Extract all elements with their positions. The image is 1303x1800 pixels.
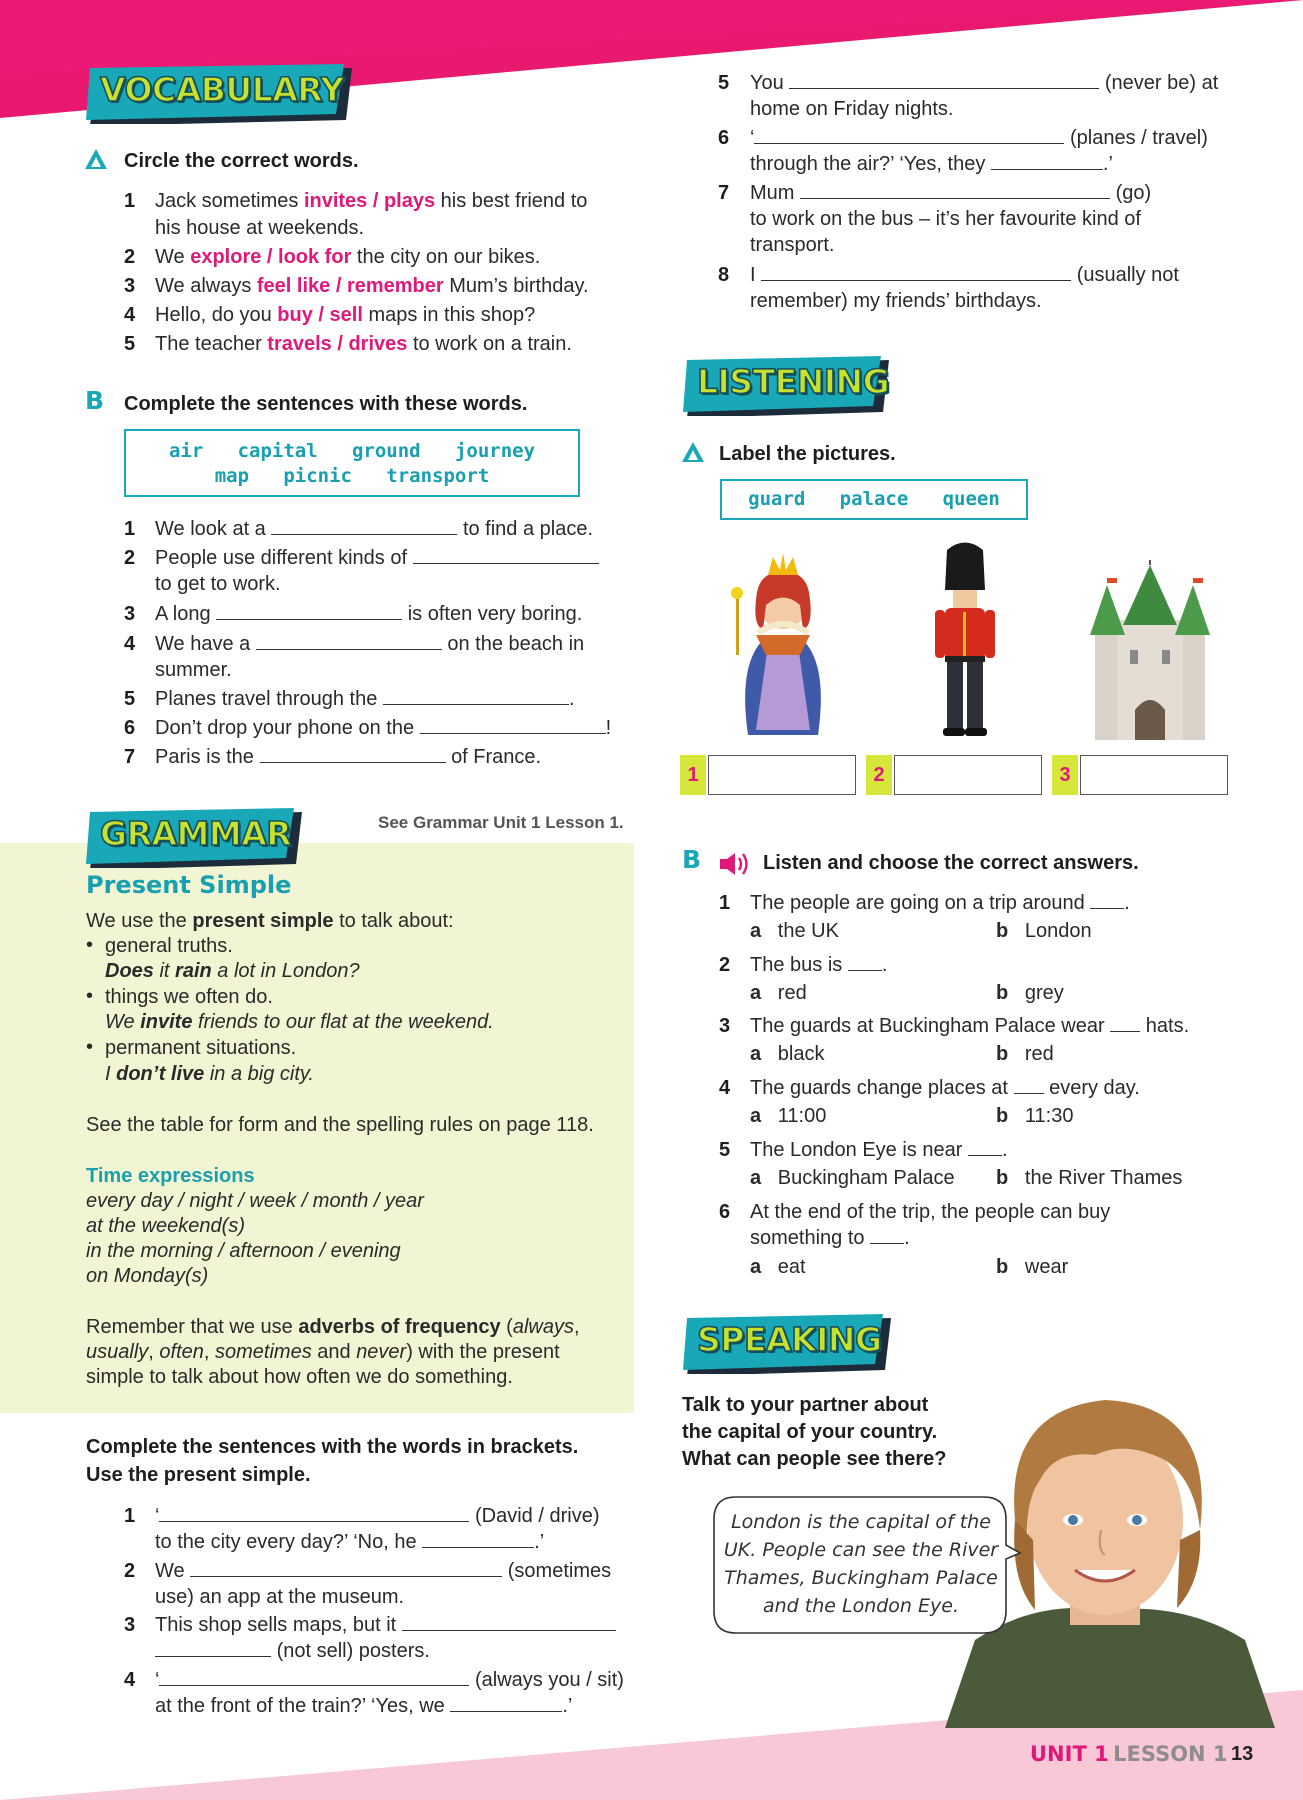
listening-b-letter: B bbox=[682, 845, 702, 874]
picture-answer-box[interactable] bbox=[1080, 755, 1228, 795]
text: .’ bbox=[534, 1531, 545, 1553]
text: a lot in London? bbox=[211, 960, 360, 982]
option-text: Buckingham Palace bbox=[777, 1167, 955, 1189]
vocab-a-num: 4 bbox=[124, 304, 136, 326]
grammar-table-note: See the table for form and the spelling rules on page 118. bbox=[86, 1114, 594, 1136]
text-italic: usually bbox=[86, 1341, 149, 1363]
text: The guards change places at bbox=[750, 1077, 1008, 1099]
g-num: 7 bbox=[718, 182, 730, 204]
vocab-a-text: Mum’s birthday. bbox=[443, 275, 589, 297]
bubble-line: UK. People can see the River bbox=[723, 1539, 999, 1561]
listening-a-instruction: Label the pictures. bbox=[719, 443, 896, 465]
text: in a big city. bbox=[204, 1063, 314, 1085]
vocabulary-banner bbox=[86, 64, 356, 122]
vocab-a-choice[interactable]: explore / look for bbox=[190, 246, 352, 268]
answer-blank[interactable] bbox=[420, 717, 606, 734]
vocab-b-text: We look at a bbox=[155, 518, 266, 540]
l-option-a[interactable] bbox=[750, 980, 807, 1006]
vocab-a-text: his best friend to bbox=[435, 190, 588, 212]
text: , bbox=[573, 1316, 580, 1338]
picture-label-2 bbox=[866, 755, 1044, 795]
text-bold: Does bbox=[105, 960, 154, 982]
text: The guards at Buckingham Palace wear bbox=[750, 1015, 1105, 1037]
picture-number: 3 bbox=[1052, 755, 1078, 795]
vocab-b-letter: B bbox=[85, 386, 105, 415]
option-text: the River Thames bbox=[1024, 1167, 1183, 1189]
g-item-8-l2: remember) my friends’ birthdays. bbox=[750, 290, 1042, 312]
vocab-b-text: Don’t drop your phone on the bbox=[155, 717, 415, 739]
vocab-a-text: maps in this shop? bbox=[362, 304, 536, 326]
footer-unit: UNIT 1 bbox=[1030, 1742, 1109, 1766]
vocab-a-text: We always bbox=[155, 275, 257, 297]
vocab-a-text: the city on our bikes. bbox=[351, 246, 541, 268]
option-text: London bbox=[1024, 920, 1092, 942]
l-option-b[interactable] bbox=[996, 1103, 1073, 1129]
l-question-1 bbox=[750, 890, 1130, 916]
text: at the front of the train?’ ‘Yes, we bbox=[155, 1695, 445, 1717]
word-box-line: air capital ground journey bbox=[168, 440, 536, 462]
option-text: 11:00 bbox=[777, 1105, 827, 1127]
listening-title: LISTENING bbox=[697, 362, 890, 401]
g-item-2 bbox=[155, 1558, 611, 1584]
bullet: • bbox=[86, 934, 94, 956]
vocab-b-item-1 bbox=[155, 516, 593, 542]
footer-lesson: LESSON 1 bbox=[1113, 1742, 1228, 1766]
text: , bbox=[148, 1341, 160, 1363]
l-num: 5 bbox=[719, 1139, 731, 1161]
vocab-b-item-7 bbox=[155, 744, 541, 770]
g-num: 4 bbox=[124, 1669, 136, 1691]
answer-blank bbox=[1110, 1015, 1140, 1032]
l-question-4 bbox=[750, 1075, 1140, 1101]
listening-word-box: guard palace queen bbox=[720, 479, 1028, 520]
vocab-b-item-2-cont: to get to work. bbox=[155, 573, 281, 595]
text: through the air?’ ‘Yes, they bbox=[750, 153, 986, 175]
option-letter: b bbox=[996, 1256, 1009, 1278]
picture-number: 2 bbox=[866, 755, 892, 795]
text: ‘ bbox=[155, 1505, 160, 1527]
time-expression: in the morning / afternoon / evening bbox=[86, 1240, 401, 1262]
vocab-a-item-3 bbox=[155, 273, 589, 299]
text: and bbox=[311, 1341, 357, 1363]
text: The bus is bbox=[750, 954, 843, 976]
vocab-b-instruction: Complete the sentences with these words. bbox=[124, 393, 528, 415]
l-option-a[interactable] bbox=[750, 1041, 825, 1067]
adverbs-line-3: simple to talk about how often we do something. bbox=[86, 1366, 513, 1388]
bullet: • bbox=[86, 1036, 94, 1058]
answer-blank bbox=[968, 1139, 1002, 1156]
g-item-6 bbox=[750, 125, 1208, 151]
vocab-b-text: to find a place. bbox=[462, 518, 594, 540]
picture-label-3 bbox=[1052, 755, 1230, 795]
audio-speaker-icon[interactable] bbox=[718, 850, 754, 878]
vocab-a-text: to work on a train. bbox=[407, 333, 572, 355]
picture-number: 1 bbox=[680, 755, 706, 795]
text: . bbox=[881, 954, 888, 976]
answer-blank bbox=[870, 1227, 904, 1244]
g-num: 8 bbox=[718, 264, 730, 286]
l-option-b[interactable] bbox=[996, 980, 1064, 1006]
answer-blank[interactable] bbox=[991, 153, 1103, 170]
footer-unit-lesson bbox=[1030, 1742, 1228, 1766]
grammar-bullet-2: things we often do. bbox=[105, 986, 273, 1008]
vocab-a-choice[interactable]: invites / plays bbox=[303, 190, 436, 212]
answer-blank[interactable] bbox=[256, 633, 442, 650]
text: ( bbox=[500, 1316, 513, 1338]
vocab-b-text: We have a bbox=[155, 633, 251, 655]
answer-blank[interactable] bbox=[789, 72, 1099, 89]
option-text: red bbox=[1024, 1043, 1054, 1065]
text: ‘ bbox=[750, 127, 755, 149]
l-num: 4 bbox=[719, 1077, 731, 1099]
picture-answer-box[interactable] bbox=[894, 755, 1042, 795]
vocab-a-instruction: Circle the correct words. bbox=[124, 150, 359, 172]
text: friends to our flat at the weekend. bbox=[192, 1011, 494, 1033]
prompt-line: What can people see there? bbox=[682, 1448, 947, 1470]
text: (planes / travel) bbox=[1070, 127, 1208, 149]
g-num: 3 bbox=[124, 1614, 136, 1636]
text: (usually not bbox=[1076, 264, 1179, 286]
vocab-b-word-box bbox=[124, 429, 580, 497]
vocab-b-text: A long bbox=[155, 603, 211, 625]
text: .’ bbox=[562, 1695, 573, 1717]
text: You bbox=[750, 72, 784, 94]
bubble-line: Thames, Buckingham Palace bbox=[724, 1567, 998, 1589]
text: We bbox=[155, 1560, 185, 1582]
prompt-line: the capital of your country. bbox=[682, 1421, 938, 1443]
option-letter: a bbox=[750, 1105, 762, 1127]
vocab-b-item-6 bbox=[155, 715, 611, 741]
vocab-b-text: Paris is the bbox=[155, 746, 254, 768]
vocab-a-choice[interactable]: feel like / remember bbox=[256, 275, 444, 297]
g-item-4-l2 bbox=[155, 1693, 572, 1719]
answer-blank[interactable] bbox=[754, 127, 1064, 144]
text-italic: sometimes bbox=[215, 1341, 312, 1363]
g-item-5-l2: home on Friday nights. bbox=[750, 98, 954, 120]
g-item-7 bbox=[750, 180, 1151, 206]
g-item-3 bbox=[155, 1612, 616, 1638]
answer-blank[interactable] bbox=[800, 182, 1110, 199]
vocab-b-num: 1 bbox=[124, 518, 136, 540]
vocab-b-num: 5 bbox=[124, 688, 136, 710]
l-option-b[interactable] bbox=[996, 1254, 1068, 1280]
triangle-a-icon bbox=[84, 148, 108, 170]
text: . bbox=[1001, 1139, 1008, 1161]
vocab-b-text: People use different kinds of bbox=[155, 547, 408, 569]
option-text: red bbox=[777, 982, 807, 1004]
vocab-a-item-2 bbox=[155, 244, 540, 270]
bullet: • bbox=[86, 985, 94, 1007]
vocab-b-item-5 bbox=[155, 686, 575, 712]
grammar-example-2 bbox=[105, 1010, 494, 1035]
text: ‘ bbox=[155, 1669, 160, 1691]
grammar-heading: Present Simple bbox=[86, 871, 292, 899]
bubble-line: and the London Eye. bbox=[762, 1595, 959, 1617]
listening-b-instruction: Listen and choose the correct answers. bbox=[763, 852, 1139, 874]
vocab-a-item-1 bbox=[155, 188, 587, 214]
text: Remember that we use bbox=[86, 1316, 299, 1338]
l-question-3 bbox=[750, 1013, 1189, 1039]
answer-blank[interactable] bbox=[216, 603, 402, 620]
answer-blank[interactable] bbox=[155, 1640, 271, 1657]
answer-blank[interactable] bbox=[450, 1695, 562, 1712]
l-num: 2 bbox=[719, 954, 731, 976]
l-question-2 bbox=[750, 952, 887, 978]
text: We bbox=[105, 1011, 141, 1033]
option-text: grey bbox=[1024, 982, 1064, 1004]
answer-blank[interactable] bbox=[383, 688, 569, 705]
l-option-a[interactable] bbox=[750, 1103, 826, 1129]
vocab-a-item-5 bbox=[155, 331, 572, 357]
answer-blank bbox=[848, 954, 882, 971]
l-num: 1 bbox=[719, 892, 731, 914]
listening-banner bbox=[683, 356, 893, 414]
answer-blank[interactable] bbox=[271, 518, 457, 535]
guard-picture bbox=[925, 540, 1005, 740]
grammar-title: GRAMMAR bbox=[100, 814, 292, 853]
vocab-b-num: 3 bbox=[124, 603, 136, 625]
vocab-b-text: . bbox=[568, 688, 575, 710]
queen-picture bbox=[718, 545, 848, 735]
option-letter: a bbox=[750, 982, 762, 1004]
grammar-bullet-1: general truths. bbox=[105, 935, 233, 957]
g-item-7-l2: to work on the bus – it’s her favourite kind of bbox=[750, 208, 1141, 230]
adverbs-line-2 bbox=[86, 1340, 560, 1365]
triangle-a-icon bbox=[681, 441, 705, 463]
vocab-b-num: 7 bbox=[124, 746, 136, 768]
picture-label-1 bbox=[680, 755, 858, 795]
text-italic: always bbox=[512, 1316, 574, 1338]
g-num: 1 bbox=[124, 1505, 136, 1527]
vocab-a-text: Hello, do you bbox=[155, 304, 278, 326]
g-num: 5 bbox=[718, 72, 730, 94]
l-option-b[interactable] bbox=[996, 1041, 1054, 1067]
prompt-line: Talk to your partner about bbox=[682, 1394, 929, 1416]
g-item-1 bbox=[155, 1503, 600, 1529]
text: (never be) at bbox=[1104, 72, 1219, 94]
l-num: 6 bbox=[719, 1201, 731, 1223]
answer-blank[interactable] bbox=[159, 1669, 469, 1686]
speaking-title: SPEAKING bbox=[697, 1320, 882, 1359]
text-bold: rain bbox=[175, 960, 212, 982]
text: . bbox=[1124, 892, 1130, 914]
answer-blank[interactable] bbox=[402, 1614, 616, 1631]
text: I bbox=[750, 264, 756, 286]
text: hats. bbox=[1145, 1015, 1190, 1037]
grammar-exercise-instruction: Complete the sentences with the words in brackets. bbox=[86, 1436, 579, 1458]
l-option-a[interactable] bbox=[750, 918, 839, 944]
vocab-b-num: 6 bbox=[124, 717, 136, 739]
l-option-a[interactable] bbox=[750, 1165, 955, 1191]
speaking-prompt bbox=[682, 1392, 947, 1473]
g-item-6-l2 bbox=[750, 151, 1113, 177]
speaking-banner bbox=[683, 1314, 895, 1372]
answer-blank bbox=[1014, 1077, 1044, 1094]
option-letter: b bbox=[996, 1043, 1009, 1065]
g-item-7-l3: transport. bbox=[750, 234, 835, 256]
grammar-bullet-3: permanent situations. bbox=[105, 1037, 297, 1059]
text-italic: often bbox=[159, 1341, 204, 1363]
l-question-5 bbox=[750, 1137, 1008, 1163]
option-text: wear bbox=[1024, 1256, 1069, 1278]
vocab-a-text: The teacher bbox=[155, 333, 268, 355]
g-item-2-l2: use) an app at the museum. bbox=[155, 1586, 405, 1608]
text: This shop sells maps, but it bbox=[155, 1614, 397, 1636]
text-bold: don’t live bbox=[116, 1063, 205, 1085]
answer-blank[interactable] bbox=[422, 1531, 534, 1548]
vocab-a-choice[interactable]: buy / sell bbox=[277, 304, 363, 326]
time-expressions-heading: Time expressions bbox=[86, 1165, 255, 1187]
option-letter: a bbox=[750, 1043, 762, 1065]
text: . bbox=[904, 1227, 910, 1249]
text: Mum bbox=[750, 182, 795, 204]
g-item-8 bbox=[750, 262, 1179, 288]
palace-picture bbox=[1085, 560, 1215, 740]
text: The people are going on a trip around bbox=[750, 892, 1085, 914]
g-num: 6 bbox=[718, 127, 730, 149]
word-box-line: map picnic transport bbox=[214, 465, 490, 487]
text-bold: adverbs of frequency bbox=[298, 1316, 501, 1338]
text: (always you / sit) bbox=[475, 1669, 624, 1691]
vocab-b-num: 4 bbox=[124, 633, 136, 655]
vocab-b-item-4 bbox=[155, 631, 584, 657]
vocab-b-num: 2 bbox=[124, 547, 136, 569]
time-expression: at the weekend(s) bbox=[86, 1215, 245, 1237]
picture-answer-box[interactable] bbox=[708, 755, 856, 795]
option-letter: b bbox=[996, 1105, 1009, 1127]
g-num: 2 bbox=[124, 1560, 136, 1582]
vocab-a-text: We bbox=[155, 246, 191, 268]
option-text: the UK bbox=[777, 920, 839, 942]
l-option-b[interactable] bbox=[996, 918, 1092, 944]
speech-bubble-text bbox=[718, 1508, 1004, 1620]
vocab-a-num: 2 bbox=[124, 246, 136, 268]
page-number: 13 bbox=[1231, 1743, 1254, 1765]
grammar-example-3 bbox=[105, 1062, 314, 1087]
g-item-4 bbox=[155, 1667, 624, 1693]
vocab-b-text: is often very boring. bbox=[407, 603, 583, 625]
text: , bbox=[203, 1341, 215, 1363]
time-expression: every day / night / week / month / year bbox=[86, 1190, 424, 1212]
l-option-b[interactable] bbox=[996, 1165, 1182, 1191]
g-item-5 bbox=[750, 70, 1218, 96]
vocab-b-item-2 bbox=[155, 545, 599, 571]
answer-blank[interactable] bbox=[761, 264, 1071, 281]
grammar-exercise-instruction: Use the present simple. bbox=[86, 1464, 311, 1486]
text: something to bbox=[750, 1227, 865, 1249]
vocabulary-title: VOCABULARY bbox=[100, 70, 344, 109]
text: (David / drive) bbox=[475, 1505, 600, 1527]
vocab-b-text: on the beach in bbox=[447, 633, 585, 655]
option-letter: b bbox=[996, 920, 1009, 942]
option-letter: a bbox=[750, 1256, 762, 1278]
option-letter: a bbox=[750, 1167, 762, 1189]
answer-blank[interactable] bbox=[260, 746, 446, 763]
l-question-6: At the end of the trip, the people can buy bbox=[750, 1201, 1111, 1223]
option-text: 11:30 bbox=[1024, 1105, 1074, 1127]
text: it bbox=[153, 960, 176, 982]
option-letter: b bbox=[996, 982, 1009, 1004]
text-italic: never bbox=[356, 1341, 407, 1363]
time-expression: on Monday(s) bbox=[86, 1265, 209, 1287]
vocab-b-text: Planes travel through the bbox=[155, 688, 378, 710]
vocab-a-item-4 bbox=[155, 302, 535, 328]
bubble-line: London is the capital of the bbox=[731, 1511, 991, 1533]
adverbs-line-1 bbox=[86, 1315, 580, 1340]
text: I bbox=[105, 1063, 117, 1085]
grammar-intro bbox=[86, 909, 454, 934]
l-question-6-l2 bbox=[750, 1225, 910, 1251]
g-item-1-l2 bbox=[155, 1529, 544, 1555]
text-bold: present simple bbox=[192, 910, 334, 932]
option-text: black bbox=[777, 1043, 825, 1065]
vocab-a-item-1-cont: his house at weekends. bbox=[155, 217, 365, 239]
vocab-b-item-3 bbox=[155, 601, 582, 627]
vocab-a-choice[interactable]: travels / drives bbox=[267, 333, 408, 355]
text: .’ bbox=[1102, 153, 1113, 175]
option-text: eat bbox=[777, 1256, 806, 1278]
vocab-a-num: 1 bbox=[124, 190, 136, 212]
text: The London Eye is near bbox=[750, 1139, 963, 1161]
vocab-a-num: 5 bbox=[124, 333, 136, 355]
grammar-banner bbox=[86, 808, 306, 866]
text: ) with the present bbox=[406, 1341, 560, 1363]
answer-blank[interactable] bbox=[159, 1505, 469, 1522]
text: (not sell) posters. bbox=[276, 1640, 430, 1662]
option-letter: b bbox=[996, 1167, 1009, 1189]
answer-blank[interactable] bbox=[413, 547, 599, 564]
text: to the city every day?’ ‘No, he bbox=[155, 1531, 417, 1553]
vocab-b-text: of France. bbox=[451, 746, 542, 768]
vocab-b-item-4-cont: summer. bbox=[155, 659, 232, 681]
vocab-b-text: ! bbox=[605, 717, 612, 739]
l-option-a[interactable] bbox=[750, 1254, 806, 1280]
option-letter: a bbox=[750, 920, 762, 942]
text: (go) bbox=[1115, 182, 1152, 204]
l-num: 3 bbox=[719, 1015, 731, 1037]
grammar-reference: See Grammar Unit 1 Lesson 1. bbox=[378, 813, 624, 832]
answer-blank bbox=[1090, 892, 1124, 909]
vocab-a-text: Jack sometimes bbox=[155, 190, 304, 212]
grammar-example-1 bbox=[105, 959, 360, 984]
answer-blank[interactable] bbox=[190, 1560, 502, 1577]
text-bold: invite bbox=[140, 1011, 193, 1033]
text: to talk about: bbox=[333, 910, 454, 932]
text: We use the bbox=[86, 910, 193, 932]
g-item-3-l2 bbox=[155, 1638, 430, 1664]
text: (sometimes bbox=[507, 1560, 612, 1582]
vocab-a-num: 3 bbox=[124, 275, 136, 297]
text: every day. bbox=[1049, 1077, 1140, 1099]
